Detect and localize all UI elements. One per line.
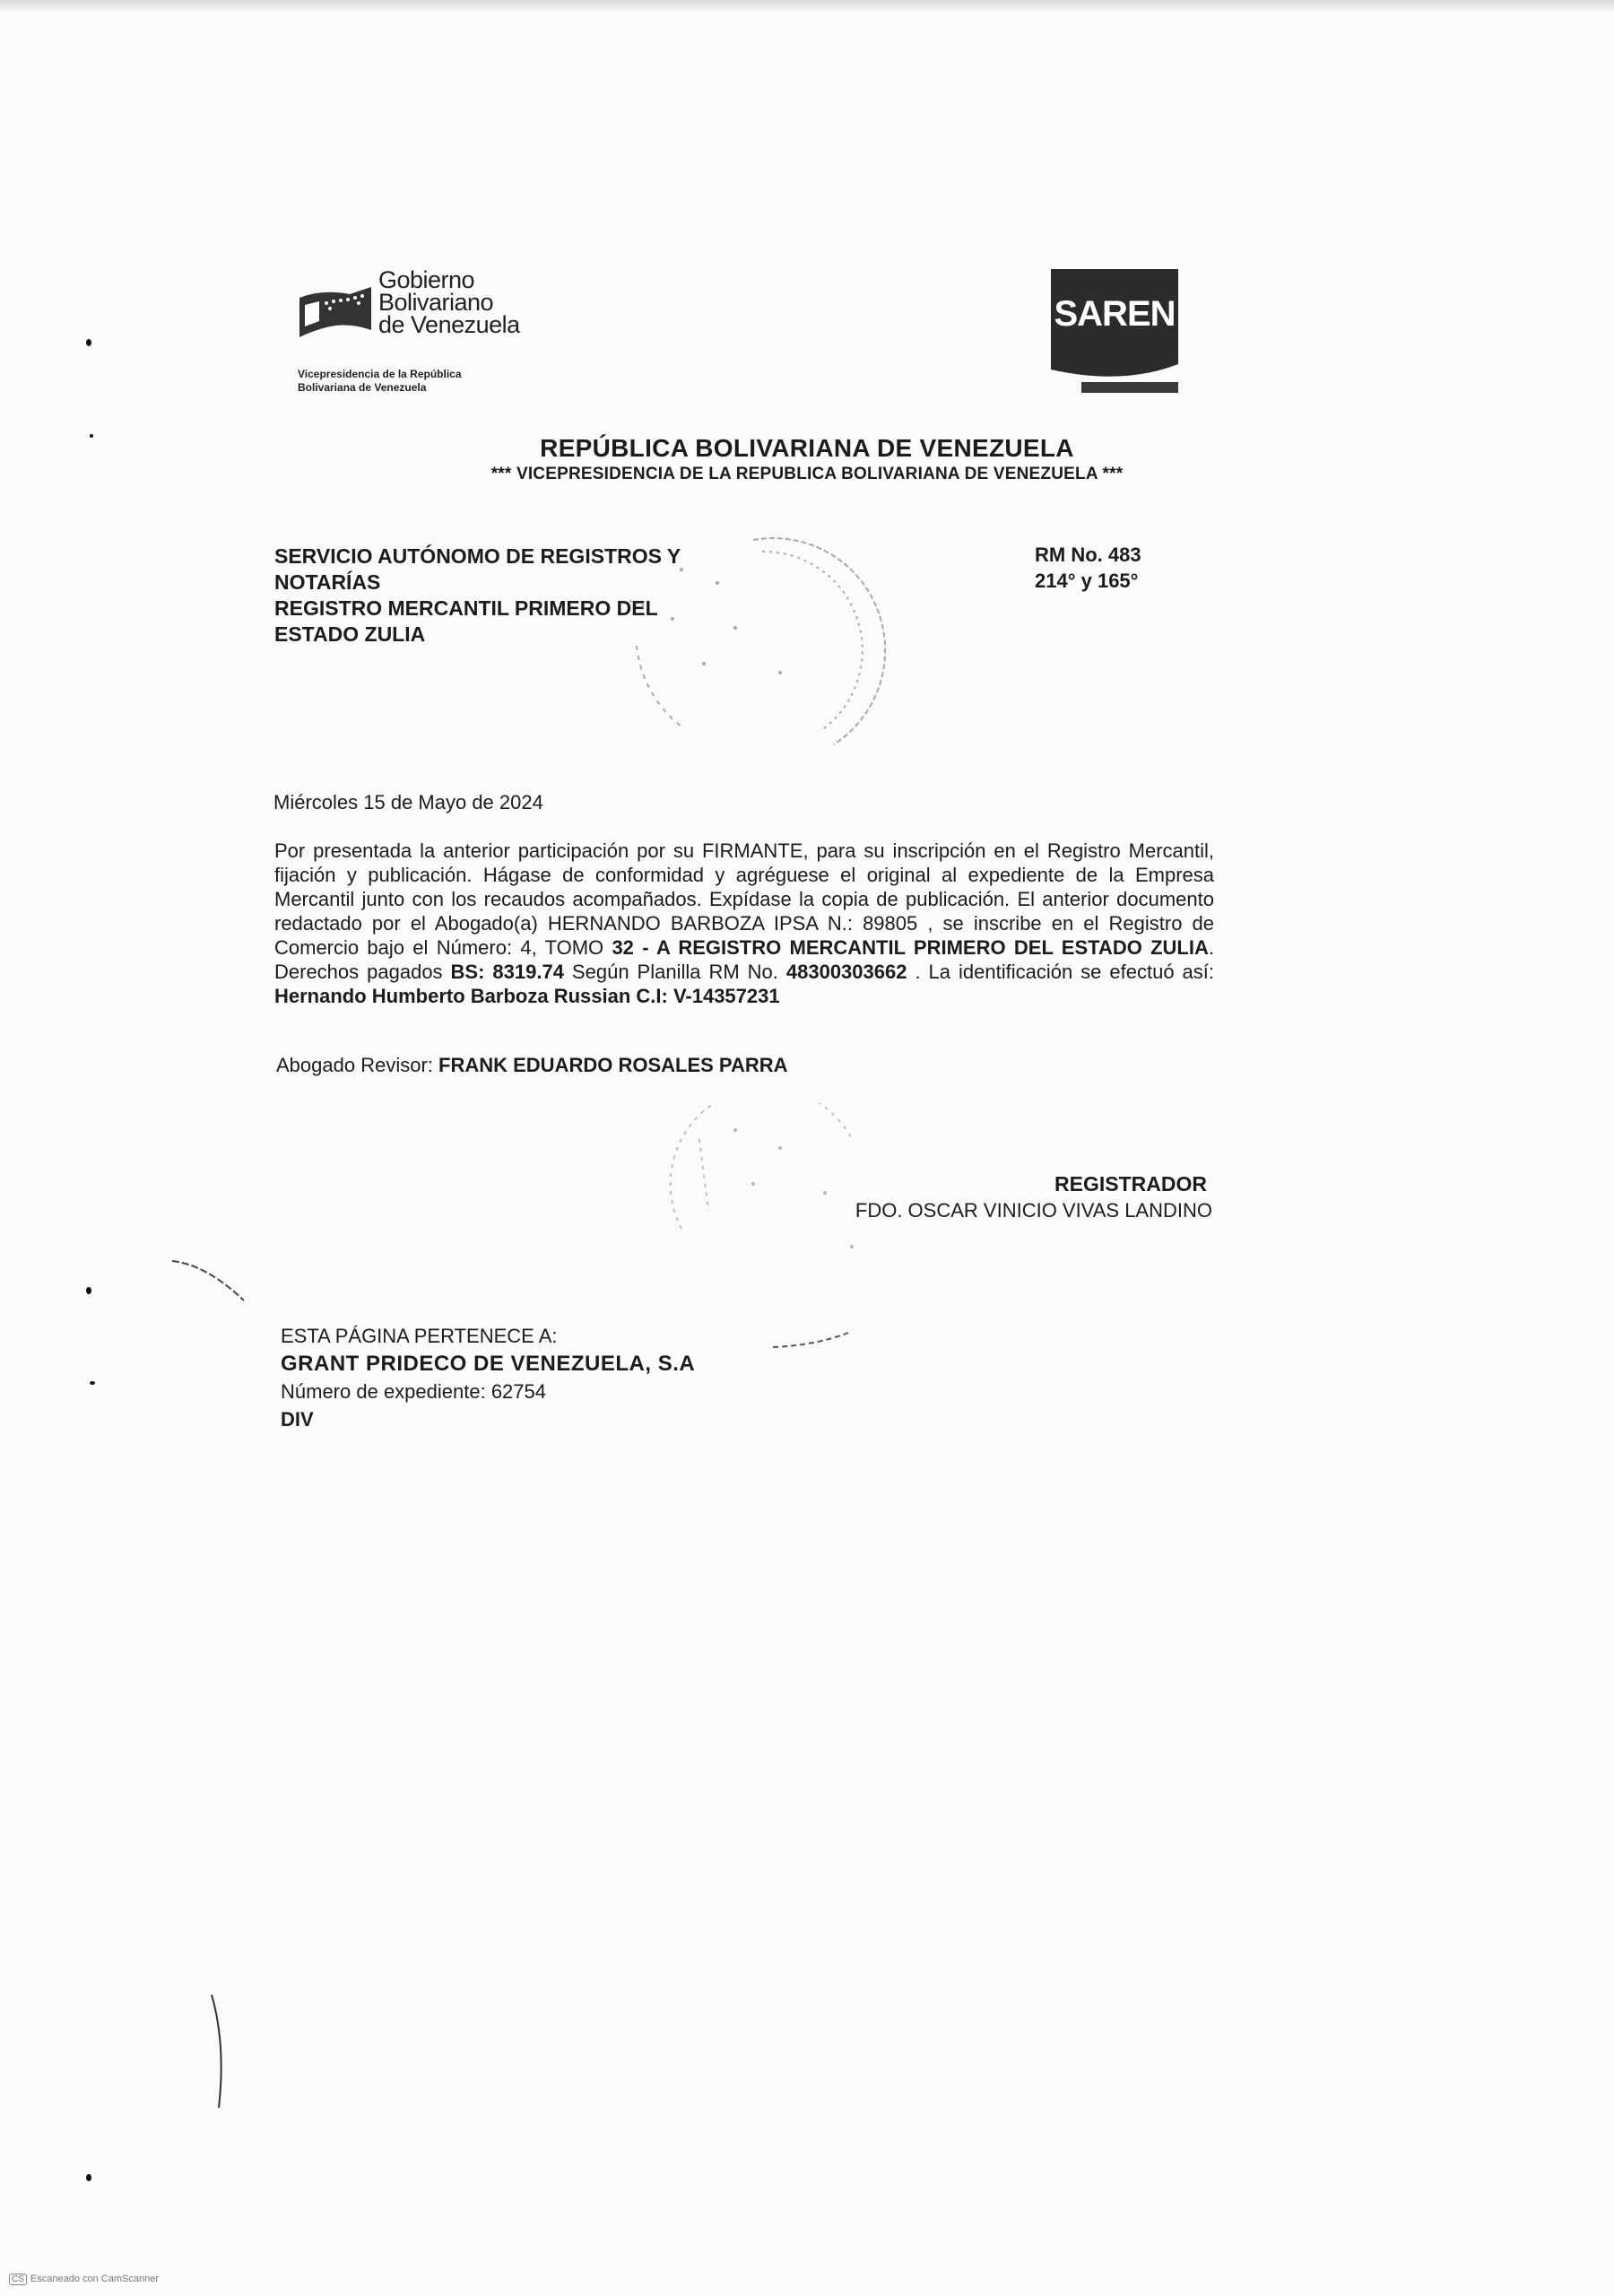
expediente-code: DIV [281,1408,314,1431]
expediente-number: Número de expediente: 62754 [281,1380,546,1403]
gov-logo-sub-line-2: Bolivariana de Venezuela [298,381,427,394]
scan-stroke-mark [771,1327,852,1354]
scan-mark [90,1381,95,1385]
revisor-name: FRANK EDUARDO ROSALES PARRA [438,1054,788,1076]
body-text-2: , para su inscripción en el Registro Mercantil, fijación y publicación. Hágase de conformidad y agréguese el original al expediente de la Empresa Mercantil junto con los recaudos acompañados. Expídase la copia de publicación. El anterior documento redactado por el Abogado(a) [274,839,1215,935]
flag-emblem-icon [296,285,375,341]
body-text-1: Por presentada la anterior participación por su [274,839,702,862]
registrador-name: FDO. OSCAR VINICIO VIVAS LANDINO [855,1199,1212,1222]
revisor-label: Abogado Revisor: [276,1054,438,1076]
scan-mark [86,339,91,346]
scan-mark [90,434,93,438]
pertenece-block [281,1322,695,1433]
gov-logo-sub-line-1: Vicepresidencia de la República [298,368,462,380]
abogado-revisor [276,1054,788,1077]
scan-stroke-mark [206,1991,233,2117]
gov-logo-subtitle [298,368,462,395]
scanner-footer [9,2274,159,2285]
saren-logo [1051,269,1178,396]
body-text-3: , se inscribe en el Registro de Comercio bajo el Número: 4, TOMO [274,912,1214,959]
tomo-text: 32 - A REGISTRO MERCANTIL PRIMERO DEL ESTADO ZULIA [612,936,1209,959]
office-line-2: NOTARÍAS [274,570,381,594]
body-text-4: . Derechos pagados [274,936,1214,983]
scan-stroke-mark [170,1256,251,1309]
registry-seal-stamp [619,529,888,771]
page-title: REPÚBLICA BOLIVARIANA DE VENEZUELA [540,434,1074,462]
firmante-text: FIRMANTE [701,839,803,862]
page-subtitle: *** VICEPRESIDENCIA DE LA REPUBLICA BOLIVARIANA DE VENEZUELA *** [490,465,1124,483]
scanner-footer-text: Escaneado con CamScanner [30,2274,159,2284]
rm-reference [1035,542,1141,594]
document-date: Miércoles 15 de Mayo de 2024 [273,791,543,813]
planilla-text: 48300303662 [785,961,907,983]
gobierno-bolivariano-logo [296,266,565,404]
scan-edge-shadow [0,0,1614,13]
company-name: GRANT PRIDECO DE VENEZUELA, S.A [281,1352,696,1376]
gov-logo-line-1: Gobierno [378,266,475,293]
rm-number: RM No. 483 [1035,544,1141,566]
saren-logo-text: SAREN [1054,294,1176,334]
saren-swoosh-icon [1051,355,1178,396]
office-line-3: REGISTRO MERCANTIL PRIMERO DEL [274,596,658,620]
scan-mark [86,2174,91,2181]
office-line-1: SERVICIO AUTÓNOMO DE REGISTROS Y [274,544,681,568]
office-line-4: ESTADO ZULIA [274,622,426,646]
camscanner-icon: CS [9,2274,27,2285]
body-paragraph [274,839,1214,1008]
rm-years: 214° y 165° [1035,570,1139,592]
scan-mark [86,1287,91,1294]
identificacion-text: Hernando Humberto Barboza Russian C.I: V-14357231 [274,985,780,1007]
gov-logo-title [378,266,520,338]
body-text-6: . La identificación se efectuó así: [907,961,1215,983]
registrador-title: REGISTRADOR [1054,1172,1207,1196]
pertenece-label: ESTA PÁGINA PERTENECE A: [281,1325,558,1347]
gov-logo-line-3: de Venezuela [378,311,520,338]
derechos-text: BS: 8319.74 [450,961,564,983]
body-text-5: Según Planilla RM No. [563,961,786,983]
gov-logo-line-2: Bolivariano [378,289,494,316]
abogado-text: HERNANDO BARBOZA IPSA N.: 89805 [547,912,918,935]
